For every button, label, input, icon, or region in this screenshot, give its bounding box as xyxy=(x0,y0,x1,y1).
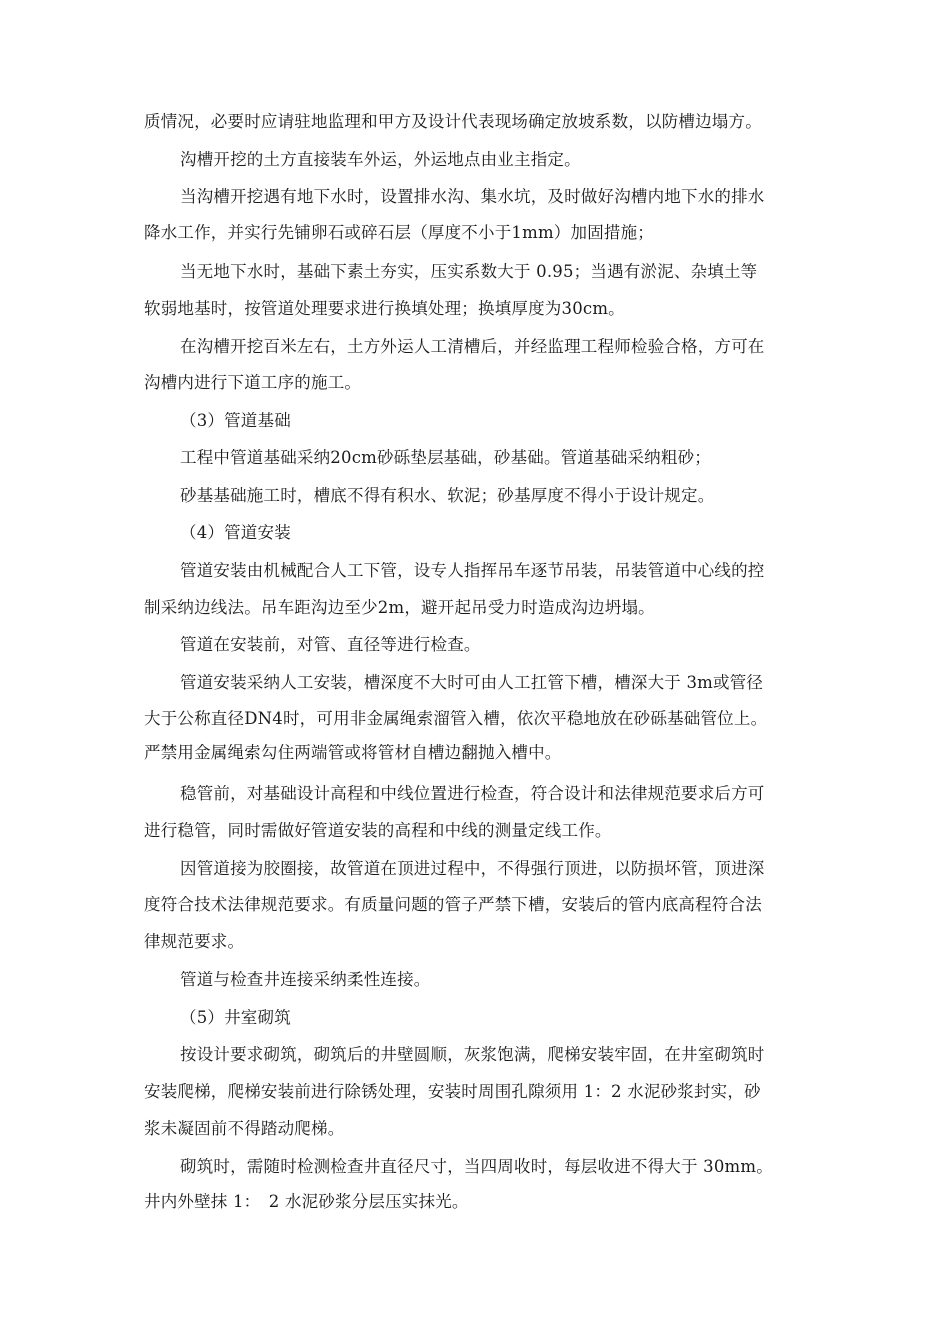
text-line: 因管道接为胶圈接，故管道在顶进过程中，不得强行顶进，以防损坏管，顶进深 xyxy=(180,859,765,878)
text-line: 沟槽开挖的土方直接装车外运，外运地点由业主指定。 xyxy=(180,150,581,169)
text-line: 当无地下水时，基础下素土夯实，压实系数大于 0.95；当遇有淤泥、杂填土等 xyxy=(180,262,758,281)
text-line: 稳管前，对基础设计高程和中线位置进行检查，符合设计和法律规范要求后方可 xyxy=(180,784,765,803)
text-line: 质情况，必要时应请驻地监理和甲方及设计代表现场确定放坡系数，以防槽边塌方。 xyxy=(144,112,762,131)
text-line: 管道安装采纳人工安装，槽深度不大时可由人工扛管下槽，槽深大于 3m或管径 xyxy=(180,673,764,692)
text-line: 制采纳边线法。吊车距沟边至少2m，避开起吊受力时造成沟边坍塌。 xyxy=(144,598,655,617)
text-line: 严禁用金属绳索勾住两端管或将管材自槽边翻抛入槽中。 xyxy=(144,743,562,762)
text-line: 管道安装由机械配合人工下管，设专人指挥吊车逐节吊装，吊装管道中心线的控 xyxy=(180,561,765,580)
section-heading: （3）管道基础 xyxy=(180,411,291,430)
section-heading: （4）管道安装 xyxy=(180,523,291,542)
text-line: 降水工作，并实行先铺卵石或碎石层（厚度不小于1mm）加固措施； xyxy=(144,223,654,242)
text-line: 软弱地基时，按管道处理要求进行换填处理；换填厚度为30cm。 xyxy=(144,299,625,318)
text-line: 按设计要求砌筑，砌筑后的井壁圆顺，灰浆饱满，爬梯安装牢固，在井室砌筑时 xyxy=(180,1045,765,1064)
text-line: 在沟槽开挖百米左右，土方外运人工清槽后，并经监理工程师检验合格，方可在 xyxy=(180,337,765,356)
text-line: 浆未凝固前不得踏动爬梯。 xyxy=(144,1119,345,1138)
text-line: 律规范要求。 xyxy=(144,932,245,951)
text-line: 沟槽内进行下道工序的施工。 xyxy=(144,373,362,392)
text-line: 管道与检查井连接采纳柔性连接。 xyxy=(180,970,431,989)
text-line: 安装爬梯，爬梯安装前进行除锈处理，安装时周围孔隙须用 1：2 水泥砂浆封实，砂 xyxy=(144,1082,761,1101)
text-line: 进行稳管，同时需做好管道安装的高程和中线的测量定线工作。 xyxy=(144,821,612,840)
text-line: 工程中管道基础采纳20cm砂砾垫层基础，砂基础。管道基础采纳粗砂； xyxy=(180,448,711,467)
text-line: 砂基基础施工时，槽底不得有积水、软泥；砂基厚度不得小于设计规定。 xyxy=(180,486,715,505)
text-line: 当沟槽开挖遇有地下水时，设置排水沟、集水坑，及时做好沟槽内地下水的排水 xyxy=(180,187,765,206)
text-line: 砌筑时，需随时检测检查井直径尺寸，当四周收时，每层收进不得大于 30mm。 xyxy=(180,1157,773,1176)
text-line: 大于公称直径DN4时，可用非金属绳索溜管入槽，依次平稳地放在砂砾基础管位上。 xyxy=(144,709,768,728)
text-line: 井内外壁抹 1： 2 水泥砂浆分层压实抹光。 xyxy=(144,1192,469,1211)
text-line: 管道在安装前，对管、直径等进行检查。 xyxy=(180,635,481,654)
text-line: 度符合技术法律规范要求。有质量问题的管子严禁下槽，安装后的管内底高程符合法 xyxy=(144,895,762,914)
section-heading: （5）井室砌筑 xyxy=(180,1008,291,1027)
